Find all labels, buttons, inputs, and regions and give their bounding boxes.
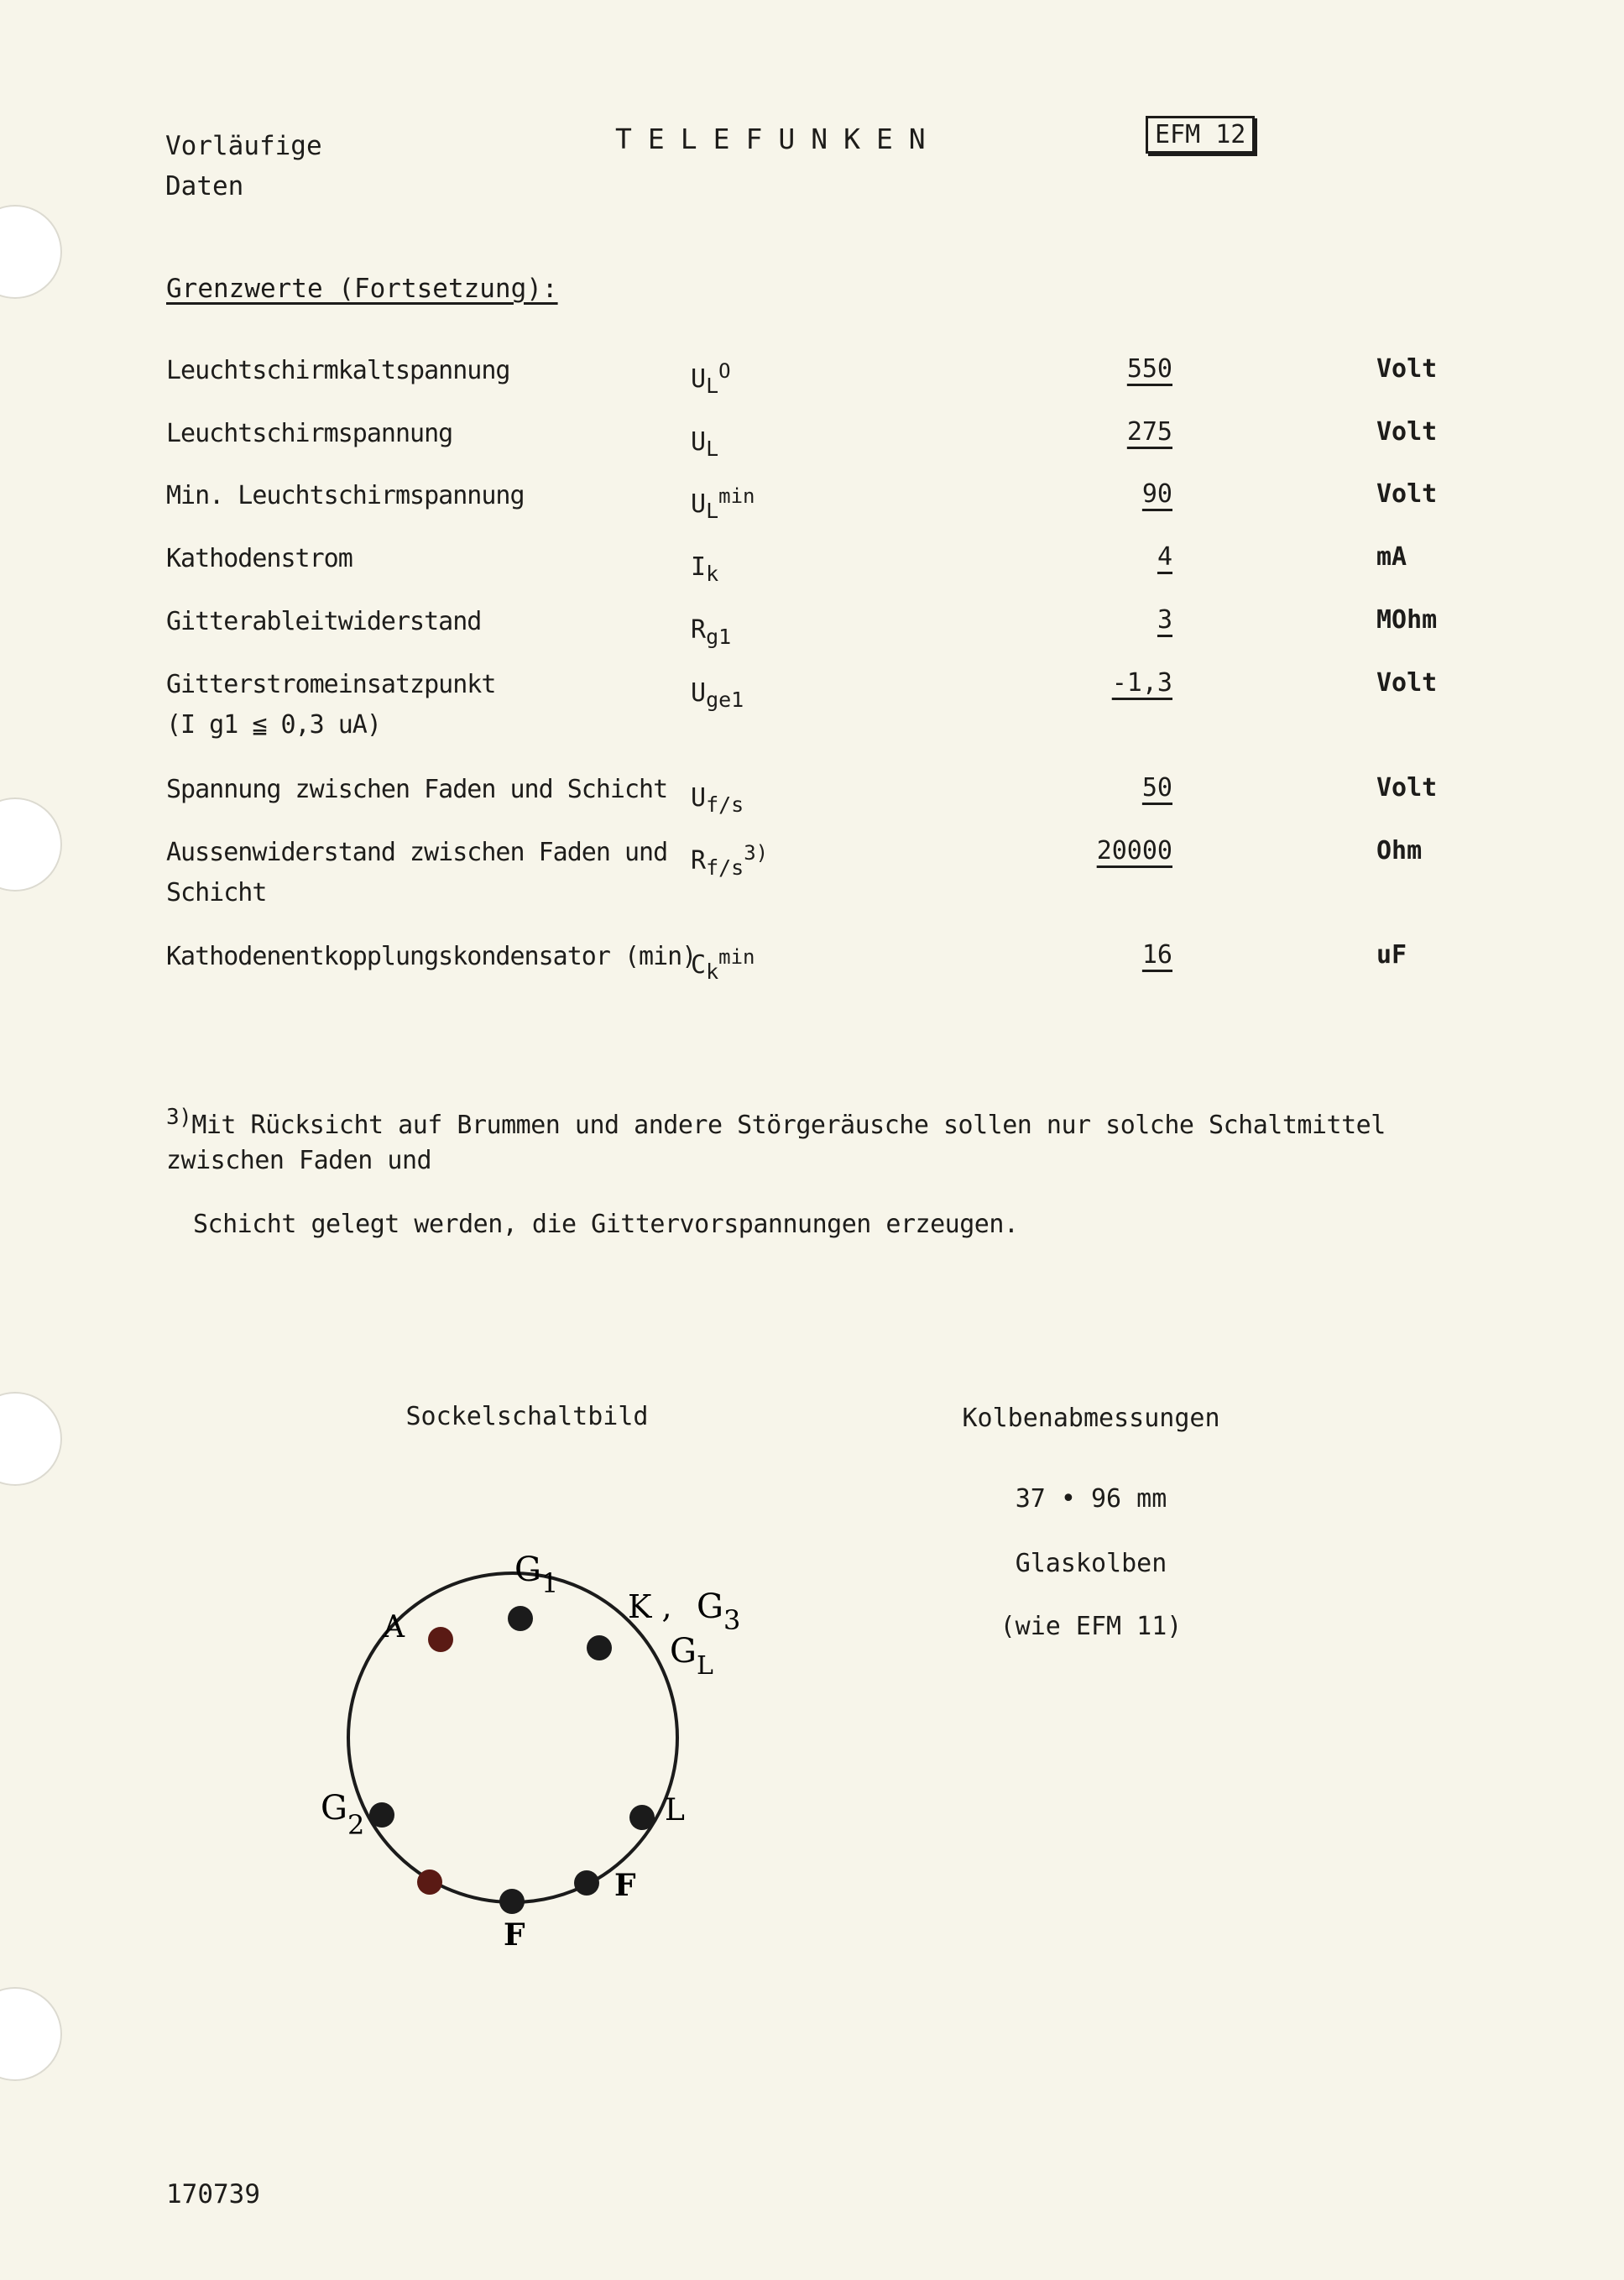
label-g1: $G_1$ [514, 1551, 559, 1599]
punch-hole [0, 1987, 62, 2081]
parameter-label: Kathodenentkopplungskondensator (min) [166, 942, 697, 971]
socket-diagram [302, 1528, 772, 1964]
parameter-value: 50 [1141, 773, 1172, 803]
table-row [0, 833, 1624, 925]
tube-type-badge: EFM 12 [1146, 116, 1255, 154]
parameter-symbol: $U_{ge1}$ [691, 678, 744, 712]
label-f-bottom: F [504, 1917, 525, 1953]
pin-f-right [574, 1870, 599, 1896]
parameter-value: 90 [1141, 479, 1172, 509]
section-title: Grenzwerte (Fortsetzung): [166, 274, 558, 304]
parameter-symbol: $C_k^{min}$ [691, 945, 755, 984]
brand-title: TELEFUNKEN [615, 123, 942, 155]
parameter-unit: uF [1376, 940, 1407, 970]
label-gl: $G_L$ [670, 1632, 713, 1681]
bulb-note: (wie EFM 11) [1000, 1612, 1183, 1641]
parameter-label: Min. Leuchtschirmspannung [166, 481, 525, 510]
parameter-symbol: $R_{f/s}^{3)}$ [691, 841, 769, 880]
table-row [0, 937, 1624, 999]
preliminary-line1: Vorläufige [165, 131, 322, 161]
parameter-label: Gitterableitwiderstand [166, 607, 482, 636]
parameter-label: Leuchtschirmspannung [166, 419, 453, 448]
pin-l [629, 1805, 655, 1830]
bulb-material: Glaskolben [1015, 1549, 1167, 1578]
parameter-unit: Ohm [1376, 836, 1423, 865]
pin-k-g3-gl [587, 1635, 612, 1660]
label-a: A [383, 1610, 405, 1645]
parameter-value: -1,3 [1111, 668, 1172, 698]
document-number: 170739 [166, 2179, 260, 2209]
pin-f-bottom [499, 1889, 525, 1914]
parameter-label: Spannung zwischen Faden und Schicht [166, 775, 668, 804]
parameter-unit: Volt [1376, 773, 1438, 803]
parameter-unit: MOhm [1376, 605, 1438, 635]
parameter-unit: mA [1376, 542, 1407, 572]
parameter-symbol: $U_L^{min}$ [691, 484, 755, 523]
parameter-unit: Volt [1376, 668, 1438, 698]
footnote-line1: Mit Rücksicht auf Brummen und andere Störgeräusche sollen nur solche Schaltmittel zwischen Faden und [166, 1111, 1386, 1175]
parameter-label: Leuchtschirmkaltspannung [166, 356, 510, 385]
pin-a [428, 1627, 453, 1652]
table-row [0, 665, 1624, 757]
pin-g1 [508, 1606, 533, 1631]
parameter-symbol: $U_L^O$ [691, 359, 731, 398]
punch-hole [0, 1392, 62, 1486]
bulb-dimensions-value: 37 • 96 mm [1015, 1484, 1167, 1514]
parameter-label: Kathodenstrom [166, 544, 352, 573]
parameter-value: 16 [1141, 940, 1172, 970]
preliminary-line2: Daten [165, 171, 244, 201]
footnote [166, 1100, 1509, 1242]
preliminary-label [165, 126, 322, 207]
socket-diagram-title: Sockelschaltbild [405, 1402, 649, 1431]
label-k: K , [628, 1588, 672, 1625]
parameter-unit: Volt [1376, 354, 1438, 384]
label-g2: $G_2$ [321, 1789, 365, 1841]
parameter-value: 550 [1126, 354, 1172, 384]
label-g3: $G_3$ [697, 1587, 741, 1636]
parameter-value: 275 [1126, 417, 1172, 447]
parameter-value: 4 [1157, 542, 1172, 572]
parameter-symbol: $U_{f/s}$ [691, 783, 744, 817]
table-row [0, 539, 1624, 601]
table-row [0, 476, 1624, 538]
label-l: L [665, 1793, 685, 1828]
table-row [0, 602, 1624, 664]
parameter-symbol: $U_L$ [691, 427, 719, 461]
footnote-marker: 3) [166, 1105, 192, 1130]
parameter-unit: Volt [1376, 417, 1438, 447]
parameter-value: 20000 [1096, 836, 1172, 865]
punch-hole [0, 205, 62, 299]
pin-unlabeled [417, 1869, 442, 1895]
parameter-label: Aussenwiderstand zwischen Faden und Schicht [166, 838, 668, 907]
parameter-symbol: $R_{g1}$ [691, 615, 732, 649]
parameter-symbol: $I_k$ [691, 552, 719, 586]
footnote-line2: Schicht gelegt werden, die Gittervorspannungen erzeugen. [193, 1210, 1019, 1239]
table-row [0, 770, 1624, 832]
label-f-right: F [614, 1868, 636, 1903]
table-row [0, 351, 1624, 413]
pin-g2 [369, 1802, 394, 1828]
table-row [0, 414, 1624, 476]
parameter-unit: Volt [1376, 479, 1438, 509]
parameter-value: 3 [1157, 605, 1172, 635]
parameter-label: Gitterstromeinsatzpunkt (I g1 ≦ 0,3 uA) [166, 670, 496, 740]
bulb-dimensions-title: Kolbenabmessungen [962, 1404, 1220, 1433]
